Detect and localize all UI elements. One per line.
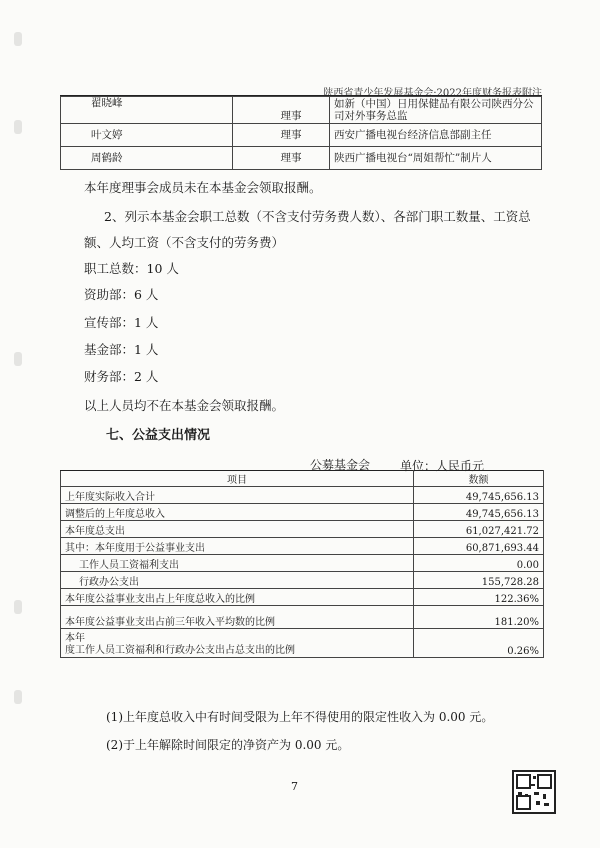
table-row xyxy=(61,487,544,504)
row-item: 调整后的上年度总收入 xyxy=(61,504,414,521)
table-row xyxy=(61,572,544,589)
running-header: 陕西省青少年发展基金会·2022年度财务报表附注 xyxy=(323,88,542,99)
board-member-table xyxy=(60,96,542,170)
row-amount: 155,728.28 xyxy=(414,572,544,589)
dept-finance: 财务部：2 人 xyxy=(84,369,159,384)
member-position: 陕西广播电视台“周姐帮忙”制片人 xyxy=(330,147,542,170)
member-role: 理事 xyxy=(233,147,330,170)
row-amount: 181.20% xyxy=(414,606,544,629)
row-amount: 49,745,656.13 xyxy=(414,487,544,504)
member-name: 叶文婷 xyxy=(61,124,233,147)
paragraph: 本年度理事会成员未在本基金会领取报酬。 xyxy=(84,180,322,195)
row-item xyxy=(61,629,414,658)
table-row xyxy=(61,629,544,658)
row-item: 本年度公益事业支出占前三年收入平均数的比例 xyxy=(61,606,414,629)
table-row xyxy=(61,555,544,572)
unit-label: 单位：人民币元 xyxy=(400,459,485,473)
row-item-line: 本年 xyxy=(65,633,85,644)
table-row xyxy=(61,124,542,147)
paragraph: 以上人员均不在本基金会领取报酬。 xyxy=(84,398,285,413)
row-item: 上年度实际收入合计 xyxy=(61,487,414,504)
row-amount: 0.00 xyxy=(414,555,544,572)
row-amount: 0.26% xyxy=(414,629,544,658)
table-header-row xyxy=(61,471,544,487)
section-heading: 七、公益支出情况 xyxy=(106,428,211,443)
dept-publicity: 宣传部：1 人 xyxy=(84,315,159,330)
staff-total: 职工总数：10 人 xyxy=(84,261,179,276)
row-amount: 60,871,693.44 xyxy=(414,538,544,555)
table-row xyxy=(61,521,544,538)
punch-hole xyxy=(14,600,22,614)
column-header-amount: 数额 xyxy=(414,471,544,487)
member-role: 理事 xyxy=(233,124,330,147)
punch-hole xyxy=(14,32,22,46)
fund-type-label: 公募基金会 xyxy=(310,458,371,472)
row-item-line: 度工作人员工资福利和行政办公支出占总支出的比例 xyxy=(65,645,295,656)
table-row xyxy=(61,538,544,555)
member-position: 西安广播电视台经济信息部副主任 xyxy=(330,124,542,147)
qr-code-icon xyxy=(512,770,556,814)
dept-fund: 基金部：1 人 xyxy=(84,342,159,357)
table-row xyxy=(61,147,542,170)
row-item: 行政办公支出 xyxy=(61,572,414,589)
table-row xyxy=(61,589,544,606)
punch-hole xyxy=(14,690,22,704)
public-welfare-expense-table xyxy=(60,470,544,658)
row-amount: 61,027,421.72 xyxy=(414,521,544,538)
punch-hole xyxy=(14,352,22,366)
column-header-item: 项目 xyxy=(61,471,414,487)
member-role: 理事 xyxy=(233,97,330,124)
row-item: 本年度总支出 xyxy=(61,521,414,538)
row-item: 工作人员工资福利支出 xyxy=(61,555,414,572)
row-amount: 122.36% xyxy=(414,589,544,606)
table-row xyxy=(61,606,544,629)
punch-hole xyxy=(14,120,22,134)
row-item: 其中：本年度用于公益事业支出 xyxy=(61,538,414,555)
member-position: 如新（中国）日用保健品有限公司陕西分公司对外事务总监 xyxy=(330,97,542,124)
note-1: (1)上年度总收入中有时间受限为上年不得使用的限定性收入为 0.00 元。 xyxy=(106,710,494,724)
row-item: 本年度公益事业支出占上年度总收入的比例 xyxy=(61,589,414,606)
page-number: 7 xyxy=(291,780,298,793)
note-2: (2)于上年解除时间限定的净资产为 0.00 元。 xyxy=(106,738,350,752)
member-name: 周鹤龄 xyxy=(61,147,233,170)
paragraph: 2、列示本基金会职工总数（不含支付劳务费人数）、各部门职工数量、工资总额、人均工资（不含支付的劳务费） xyxy=(84,209,531,250)
dept-funding: 资助部：6 人 xyxy=(84,287,159,302)
table-row xyxy=(61,97,542,124)
member-name: 翟晓峰 xyxy=(61,97,233,124)
row-amount: 49,745,656.13 xyxy=(414,504,544,521)
table-row xyxy=(61,504,544,521)
